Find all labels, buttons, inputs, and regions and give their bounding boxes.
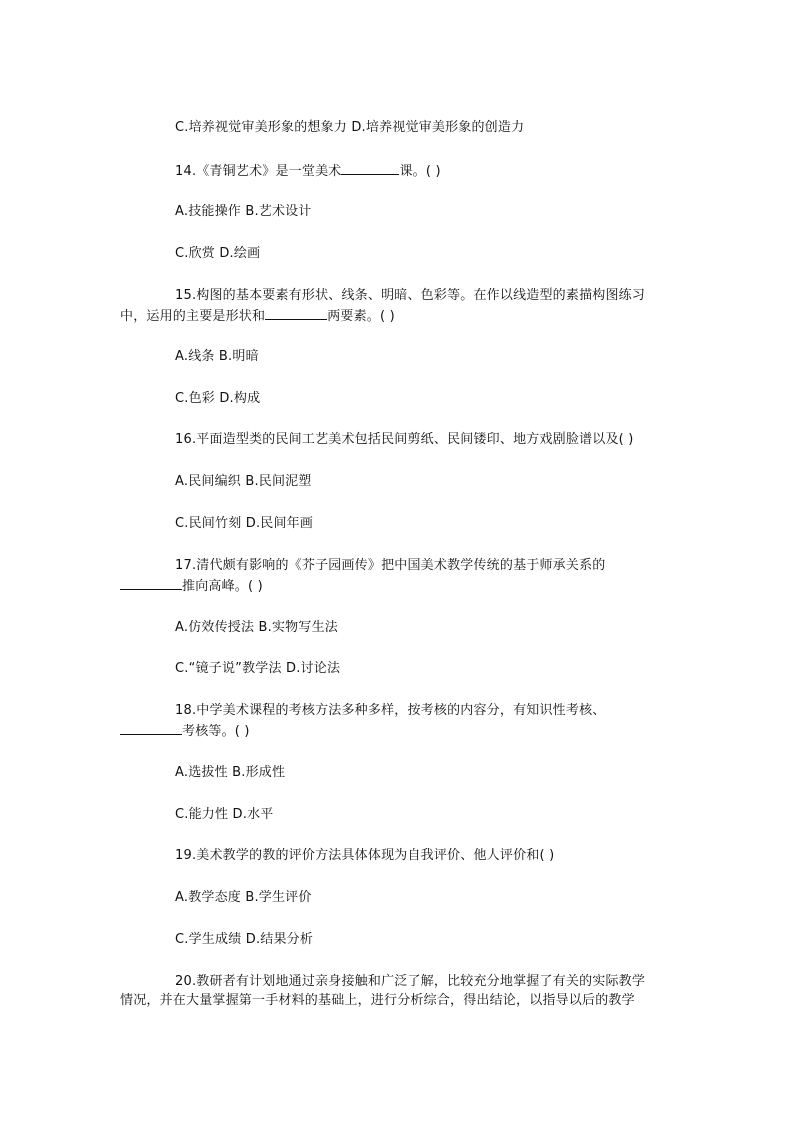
q13-options-cd bbox=[175, 119, 524, 137]
fill-blank bbox=[265, 306, 327, 320]
q16-options-ab bbox=[175, 473, 312, 491]
q14-options-ab bbox=[175, 203, 312, 221]
question-text: 推向高峰。( ) bbox=[182, 579, 263, 594]
fill-blank bbox=[120, 721, 182, 735]
q20-question-line2 bbox=[120, 992, 635, 1010]
question-text: 中，运用的主要是形状和 bbox=[120, 309, 266, 324]
option-line: A.民间编织 B.民间泥塑 bbox=[175, 474, 312, 489]
q15-options-cd bbox=[175, 390, 260, 408]
q18-options-cd bbox=[175, 806, 274, 824]
q15-options-ab bbox=[175, 348, 259, 366]
q17-question-line2 bbox=[120, 576, 263, 596]
q18-question-line2 bbox=[120, 721, 250, 741]
option-line: A.线条 B.明暗 bbox=[175, 349, 259, 364]
q19-options-ab bbox=[175, 889, 312, 907]
question-text: 考核等。( ) bbox=[182, 724, 250, 739]
question-text: 16.平面造型类的民间工艺美术包括民间剪纸、民间镂印、地方戏剧脸谱以及( ) bbox=[175, 432, 634, 447]
q19-question bbox=[175, 847, 554, 865]
fill-blank bbox=[120, 576, 182, 590]
question-text: 15.构图的基本要素有形状、线条、明暗、色彩等。在作以线造型的素描构图练习 bbox=[175, 288, 646, 303]
q17-options-ab bbox=[175, 619, 338, 637]
q15-question-line2 bbox=[120, 306, 395, 326]
q19-options-cd bbox=[175, 931, 313, 949]
q14-options-cd bbox=[175, 245, 260, 263]
q18-question-line1 bbox=[175, 702, 605, 720]
fill-blank bbox=[341, 161, 399, 175]
option-line: C.欣赏 D.绘画 bbox=[175, 246, 261, 261]
question-text: 19.美术教学的教的评价方法具体体现为自我评价、他人评价和( ) bbox=[175, 848, 555, 863]
q14-question bbox=[175, 161, 441, 181]
option-line: C.民间竹刻 D.民间年画 bbox=[175, 516, 314, 531]
question-text: 18.中学美术课程的考核方法多种多样，按考核的内容分，有知识性考核、 bbox=[175, 703, 606, 718]
question-text: 两要素。( ) bbox=[327, 309, 395, 324]
option-line: C.能力性 D.水平 bbox=[175, 807, 274, 822]
option-line: A.技能操作 B.艺术设计 bbox=[175, 204, 312, 219]
option-line: C.“镜子说”教学法 D.讨论法 bbox=[175, 661, 341, 676]
question-text: 14.《青铜艺术》是一堂美术 bbox=[175, 164, 342, 179]
q20-question-line1 bbox=[175, 973, 645, 991]
option-line: C.培养视觉审美形象的想象力 D.培养视觉审美形象的创造力 bbox=[175, 120, 525, 135]
option-line: A.选拔性 B.形成性 bbox=[175, 765, 286, 780]
question-text: 课。( ) bbox=[399, 164, 441, 179]
q16-options-cd bbox=[175, 515, 313, 533]
q17-question-line1 bbox=[175, 557, 605, 575]
option-line: C.色彩 D.构成 bbox=[175, 391, 261, 406]
option-line: A.教学态度 B.学生评价 bbox=[175, 890, 312, 905]
q18-options-ab bbox=[175, 764, 285, 782]
q17-options-cd bbox=[175, 660, 340, 678]
option-line: A.仿效传授法 B.实物写生法 bbox=[175, 620, 338, 635]
option-line: C.学生成绩 D.结果分析 bbox=[175, 932, 314, 947]
question-text: 20.教研者有计划地通过亲身接触和广泛了解，比较充分地掌握了有关的实际教学 bbox=[175, 974, 646, 989]
question-text: 17.清代颇有影响的《芥子园画传》把中国美术教学传统的基于师承关系的 bbox=[175, 558, 606, 573]
question-text: 情况，并在大量掌握第一手材料的基础上，进行分析综合，得出结论，以指导以后的教学 bbox=[120, 993, 635, 1008]
q15-question-line1 bbox=[175, 287, 645, 305]
q16-question bbox=[175, 431, 634, 449]
